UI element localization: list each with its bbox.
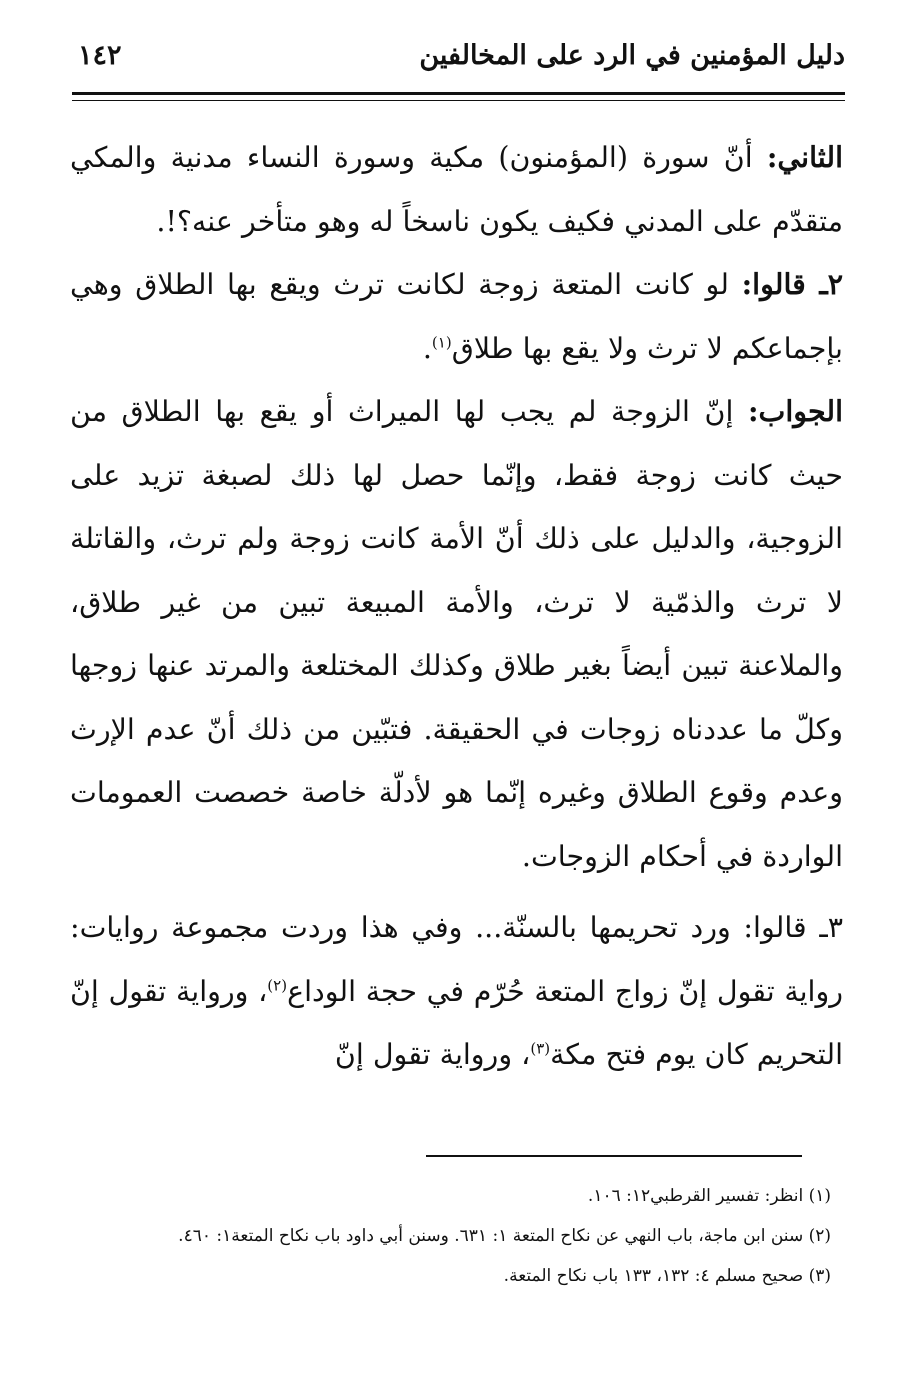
footnote-1: (١) انظر: تفسير القرطبي١٢: ١٠٦. — [587, 1186, 831, 1206]
paragraph-text: ، ورواية تقول إنّ التحريم كان يوم فتح مكة — [70, 974, 843, 1071]
paragraph-text: أنّ سورة (المؤمنون) مكية وسورة النساء مدنية والمكي متقدّم على المدني فكيف يكون ناسخاً له وهو متأخر عنه؟!. — [70, 141, 843, 238]
footnote-ref-3[interactable]: (٣) — [530, 1039, 551, 1058]
paragraph-tail: . — [422, 331, 432, 365]
footnote-separator — [426, 1155, 802, 1157]
footnote-ref-2[interactable]: (٢) — [267, 976, 288, 994]
footnote-2: (٢) سنن ابن ماجة، باب النهي عن نكاح المتعة ١: ٦٣١. وسنن أبي داود باب نكاح المتعة١: ٤٦٠. — [178, 1226, 831, 1246]
footnotes — [80, 1176, 831, 1296]
footnote-ref-1[interactable]: (١) — [431, 333, 452, 351]
running-title: دليل المؤمنين في الرد على المخالفين — [419, 40, 845, 71]
paragraph-text: لو كانت المتعة زوجة لكانت ترث ويقع بها الطلاق وهي بإجماعكم لا ترث ولا يقع بها طلاق — [70, 268, 843, 365]
header-rule-thin — [72, 100, 845, 101]
paragraph-claim-3 — [70, 896, 843, 1087]
page-number: ١٤٢ — [78, 40, 122, 71]
paragraph-answer — [70, 380, 843, 888]
paragraph-text: ، ورواية تقول إنّ — [334, 1038, 531, 1071]
paragraph-lead: الجواب: — [748, 394, 843, 428]
paragraph-text: ٣ـ قالوا: ورد تحريمها بالسنّة... وفي هذا وردت مجموعة روايات: رواية تقول إنّ زواج المتعة حُرّم في حجة الوداع — [70, 911, 843, 1008]
header-rule-thick — [72, 92, 845, 95]
paragraph-claim-2 — [70, 253, 843, 380]
paragraph-text: إنّ الزوجة لم يجب لها الميراث أو يقع بها الطلاق من حيث كانت زوجة فقط، وإنّما حصل لها ذلك لصبغة تزيد على الزوجية، والدليل على ذلك أنّ الأمة كانت زوجة ولم ترث، والقاتلة لا ترث والذمّية لا ترث، والأمة المبيعة تبين من غير طلاق، والملاعنة تبين أيضاً بغير طلاق وكذلك المختلعة والمرتد عنها زوجها وكلّ ما عددناه زوجات في الحقيقة. فتبّين من ذلك أنّ عدم الإرث وعدم وقوع الطلاق وغيره إنّما هو لأدلّة خاصة خصصت العمومات الواردة في أحكام الزوجات. — [70, 395, 843, 873]
paragraph-second-answer — [70, 126, 843, 253]
page-header — [72, 34, 845, 98]
paragraph-lead: الثاني: — [766, 140, 843, 174]
paragraph-lead: ٢ـ قالوا: — [741, 267, 843, 301]
body-text — [70, 126, 843, 1087]
footnote-3: (٣) صحيح مسلم ٤: ١٣٢، ١٣٣ باب نكاح المتعة. — [503, 1266, 831, 1286]
